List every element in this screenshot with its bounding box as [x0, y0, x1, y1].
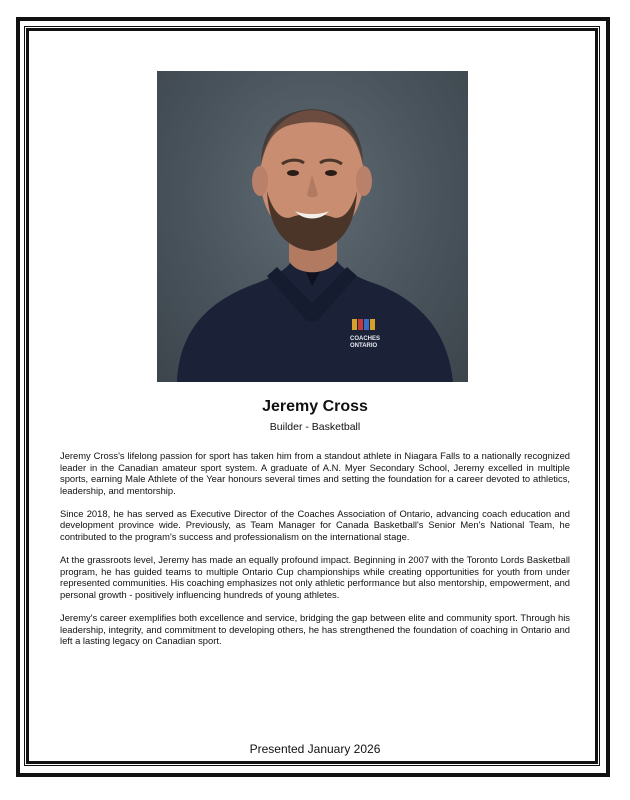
bio-paragraph: Jeremy Cross's lifelong passion for sport has taken him from a standout athlete in Niagara Falls to a nationally recognized leader in the Canadian amateur sport system. A graduate of A.N. Myer Secondary School, Jeremy excelled in multiple sports, earning Male Athlete of the Year honours several times and setting the foundation for a career devoted to athletics, leadership, and mentorship. [60, 450, 570, 496]
svg-text:COACHES: COACHES [350, 336, 381, 342]
portrait-photo [157, 71, 468, 382]
svg-text:ONTARIO: ONTARIO [350, 343, 378, 349]
presented-date: Presented January 2026 [249, 742, 381, 756]
bio-paragraph: Since 2018, he has served as Executive Director of the Coaches Association of Ontario, advancing coach education and development province wide. Previously, as Team Manager for Canada Basketball's Senior Men's National Team, he contributed to the program's success and professionalism on the international stage. [60, 507, 570, 543]
bio-paragraph: Jeremy's career exemplifies both excellence and service, bridging the gap between elite and community sport. Through his leadership, integrity, and commitment to developing others, he has strengthened the foundation of coaching in Ontario and left a lasting legacy on Canadian sport. [60, 612, 570, 647]
bio-paragraph: At the grassroots level, Jeremy has made an equally profound impact. Beginning in 2007 with the Toronto Lords Basketball program, he has guided teams to multiple Ontario Cup championships while creating opportunities for youth from under represented communities. His coaching emphasizes not only athletic performance but also mentorship, empowerment, and personal growth - positively influencing hundreds of young athletes. [60, 554, 570, 600]
person-role: Builder - Basketball [269, 421, 361, 433]
person-name: Jeremy Cross [262, 398, 368, 415]
biography [60, 450, 570, 658]
